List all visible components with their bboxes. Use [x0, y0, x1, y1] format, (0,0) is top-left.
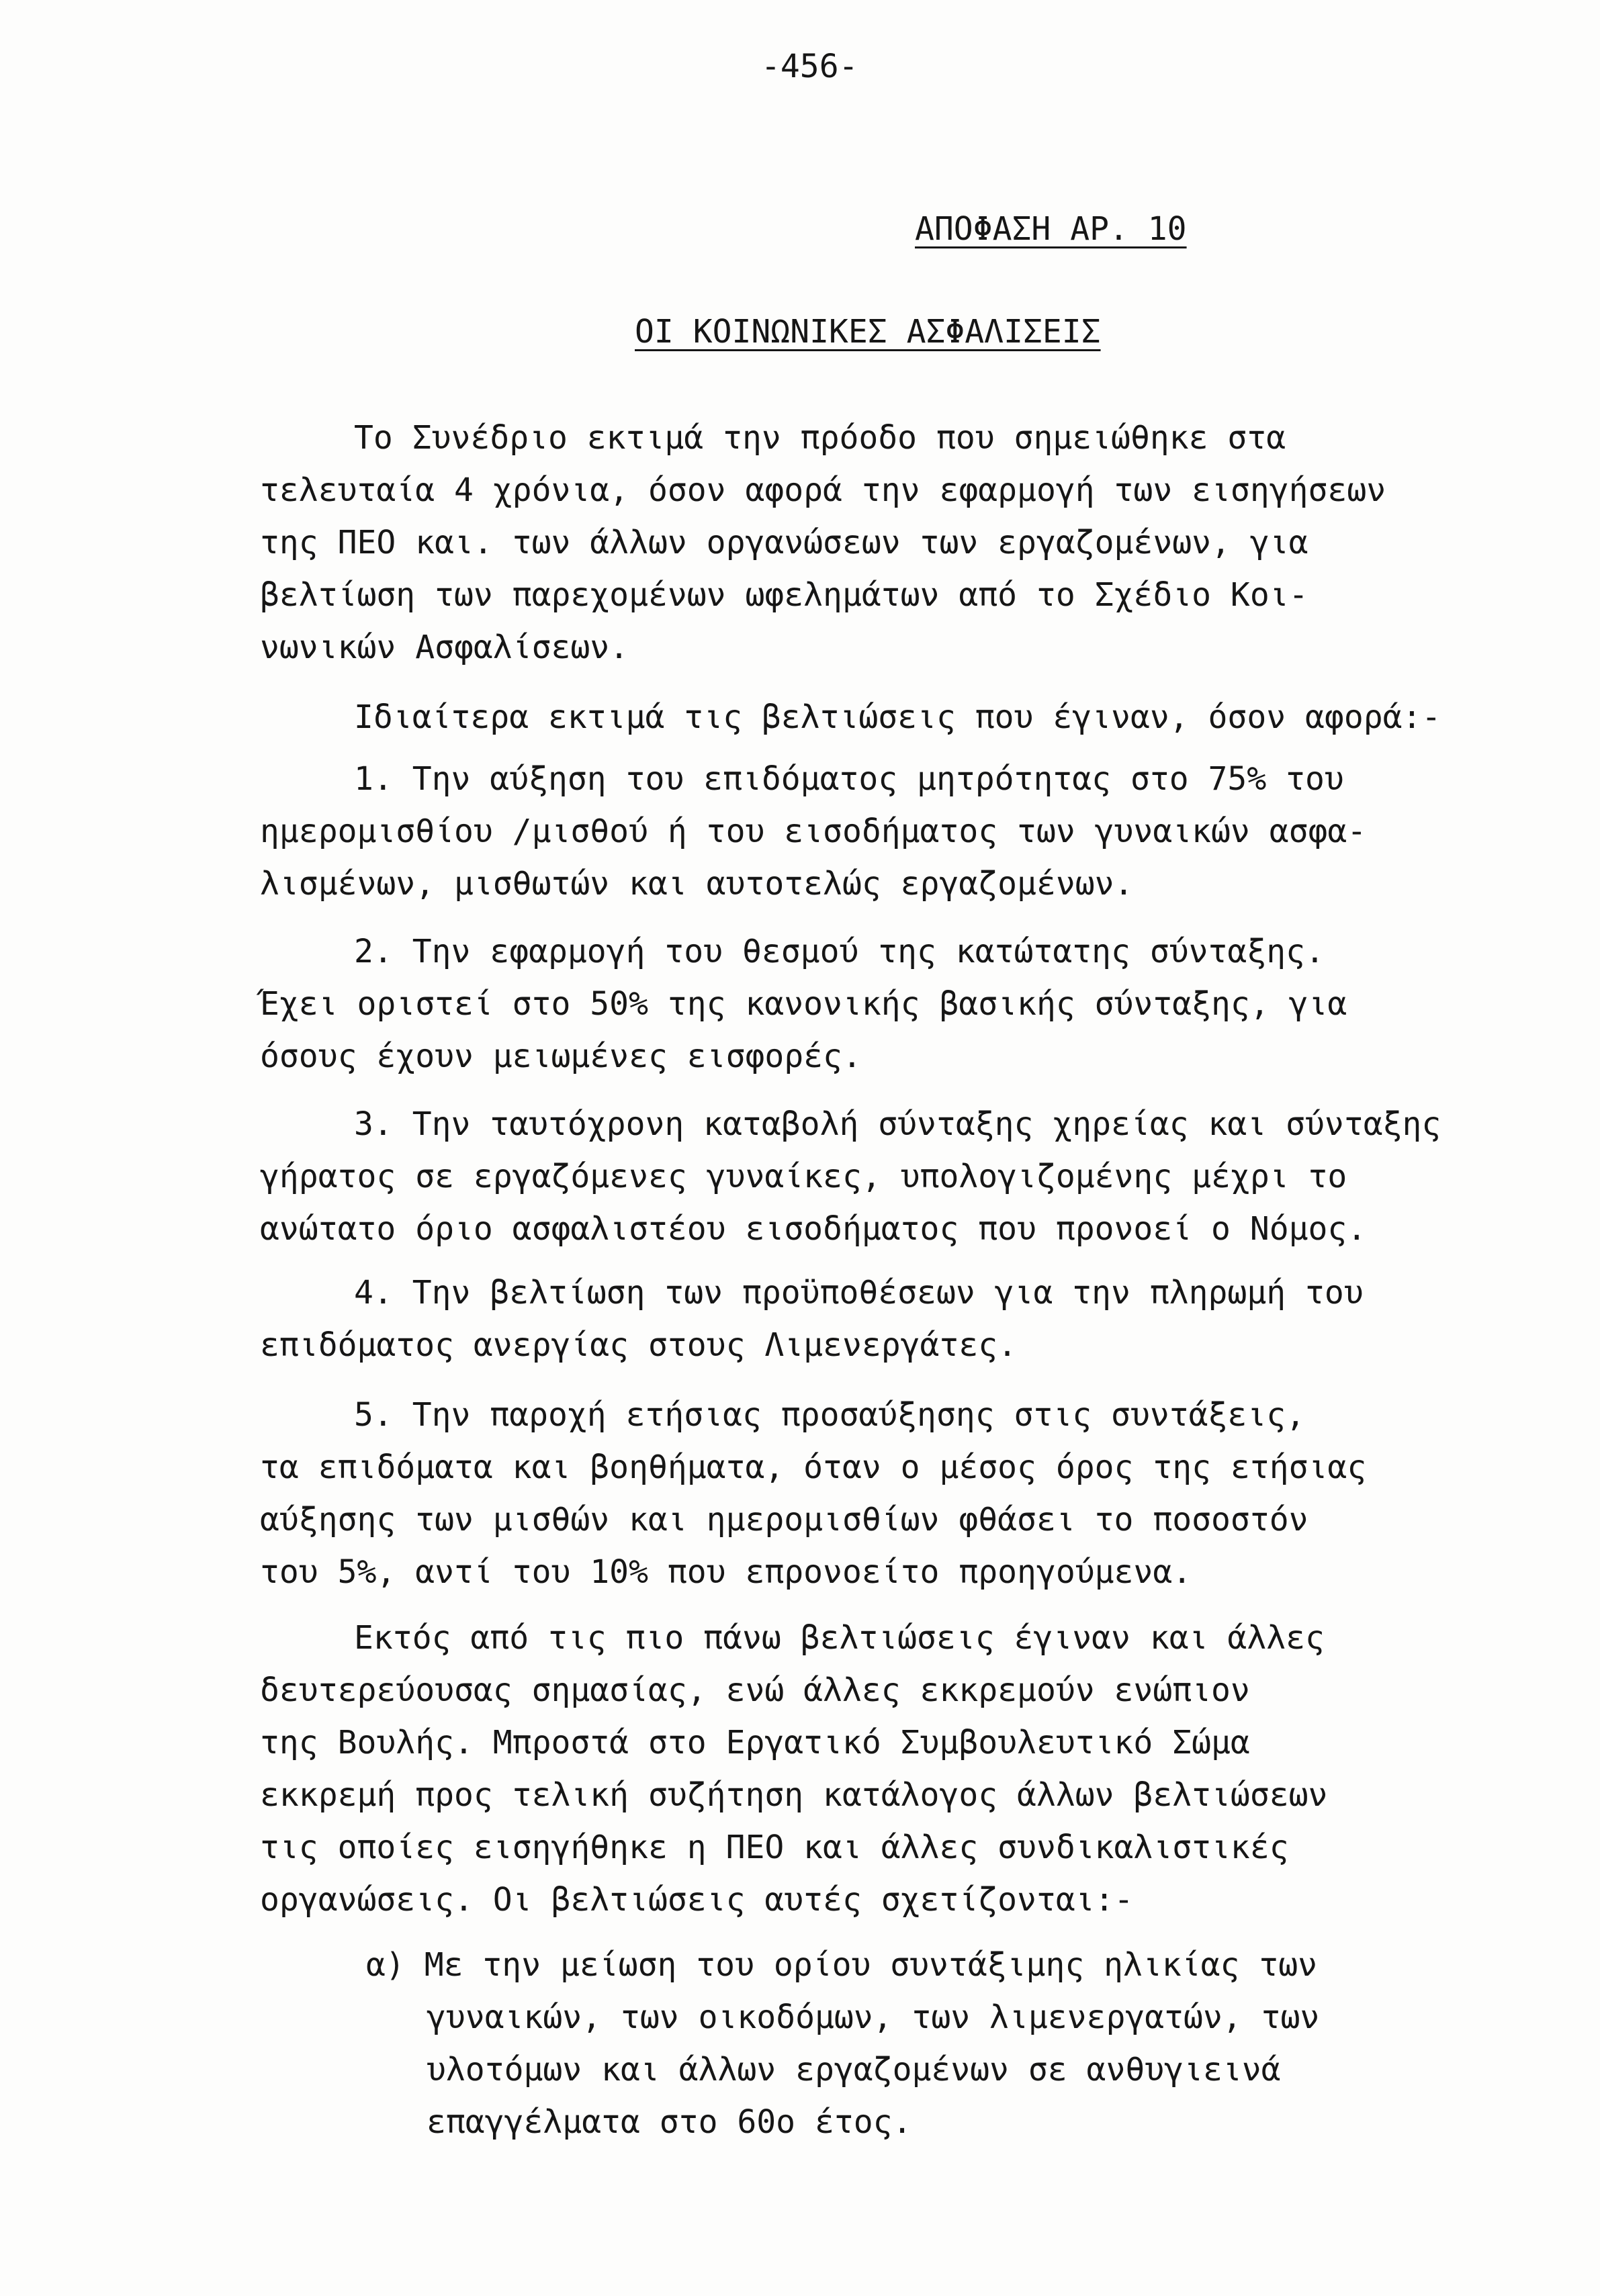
- numbered-item-5: [260, 1389, 1366, 1598]
- item-line: ανώτατο όριο ασφαλιστέου εισοδήματος που προνοεί ο Νόμος.: [260, 1210, 1367, 1248]
- numbered-item-1: [260, 753, 1366, 910]
- paragraph-line: της Βουλής. Μπροστά στο Εργατικό Συμβουλευτικό Σώμα: [260, 1724, 1250, 1761]
- item-line: του 5%, αντί του 10% που επρονοείτο προηγούμενα.: [260, 1553, 1192, 1591]
- paragraph-line: οργανώσεις. Οι βελτιώσεις αυτές σχετίζονται:-: [260, 1881, 1134, 1919]
- item-line: ημερομισθίου /μισθού ή του εισοδήματος των γυναικών ασφα-: [260, 813, 1367, 850]
- lettered-item-a: [366, 1939, 1319, 2148]
- paragraph-line: Ιδιαίτερα εκτιμά τις βελτιώσεις που έγιναν, όσον αφορά:-: [354, 698, 1441, 736]
- item-line: όσους έχουν μειωμένες εισφορές.: [260, 1038, 862, 1075]
- closing-paragraph: [260, 1612, 1327, 1926]
- item-line: τα επιδόματα και βοηθήματα, όταν ο μέσος όρος της ετήσιας: [260, 1449, 1367, 1486]
- paragraph-line: της ΠΕΟ και. των άλλων οργανώσεων των εργαζομένων, για: [260, 524, 1308, 561]
- item-line: λισμένων, μισθωτών και αυτοτελώς εργαζομένων.: [260, 865, 1134, 903]
- item-line: 3. Την ταυτόχρονη καταβολή σύνταξης χηρείας και σύνταξης: [354, 1105, 1441, 1143]
- item-line: 4. Την βελτίωση των προϋποθέσεων για την πληρωμή του: [354, 1274, 1364, 1312]
- paragraph-line: νωνικών Ασφαλίσεων.: [260, 629, 629, 666]
- numbered-item-4: [260, 1267, 1364, 1371]
- item-line: 5. Την παροχή ετήσιας προσαύξησης στις συντάξεις,: [354, 1396, 1306, 1434]
- item-line: επιδόματος ανεργίας στους Λιμενεργάτες.: [260, 1326, 1018, 1364]
- item-line: αύξησης των μισθών και ημερομισθίων φθάσει το ποσοστόν: [260, 1501, 1308, 1539]
- paragraph-line: Εκτός από τις πιο πάνω βελτιώσεις έγιναν και άλλες: [354, 1619, 1325, 1657]
- item-line: α) Με την μείωση του ορίου συντάξιμης ηλικίας των: [366, 1946, 1318, 1984]
- lead-in-paragraph: [260, 691, 1441, 743]
- paragraph-line: βελτίωση των παρεχομένων ωφελημάτων από το Σχέδιο Κοι-: [260, 576, 1308, 614]
- paragraph-line: εκκρεμή προς τελική συζήτηση κατάλογος άλλων βελτιώσεων: [260, 1776, 1328, 1814]
- item-line: υλοτόμων και άλλων εργαζομένων σε ανθυγιεινά: [427, 2051, 1281, 2088]
- paragraph-line: δευτερεύουσας σημασίας, ενώ άλλες εκκρεμούν ενώπιον: [260, 1671, 1250, 1709]
- item-line: επαγγέλματα στο 60ο έτος.: [427, 2103, 912, 2141]
- numbered-item-2: [260, 925, 1347, 1083]
- item-line: 1. Την αύξηση του επιδόματος μητρότητας στο 75% του: [354, 760, 1344, 798]
- numbered-item-3: [260, 1098, 1441, 1255]
- paragraph-line: τελευταία 4 χρόνια, όσον αφορά την εφαρμογή των εισηγήσεων: [260, 471, 1386, 509]
- decision-heading: ΑΠΟΦΑΣΗ ΑΡ. 10: [915, 210, 1187, 248]
- intro-paragraph: [260, 412, 1386, 674]
- page-number: -456-: [761, 48, 858, 85]
- item-line: γυναικών, των οικοδόμων, των λιμενεργατών, των: [427, 1999, 1320, 2036]
- paragraph-line: Το Συνέδριο εκτιμά την πρόοδο που σημειώθηκε στα: [354, 419, 1286, 457]
- document-title: ΟΙ ΚΟΙΝΩΝΙΚΕΣ ΑΣΦΑΛΙΣΕΙΣ: [635, 313, 1101, 351]
- paragraph-line: τις οποίες εισηγήθηκε η ΠΕΟ και άλλες συνδικαλιστικές: [260, 1829, 1289, 1866]
- item-line: Έχει οριστεί στο 50% της κανονικής βασικής σύνταξης, για: [260, 985, 1347, 1023]
- item-line: 2. Την εφαρμογή του θεσμού της κατώτατης σύνταξης.: [354, 933, 1325, 970]
- item-line: γήρατος σε εργαζόμενες γυναίκες, υπολογιζομένης μέχρι το: [260, 1158, 1347, 1195]
